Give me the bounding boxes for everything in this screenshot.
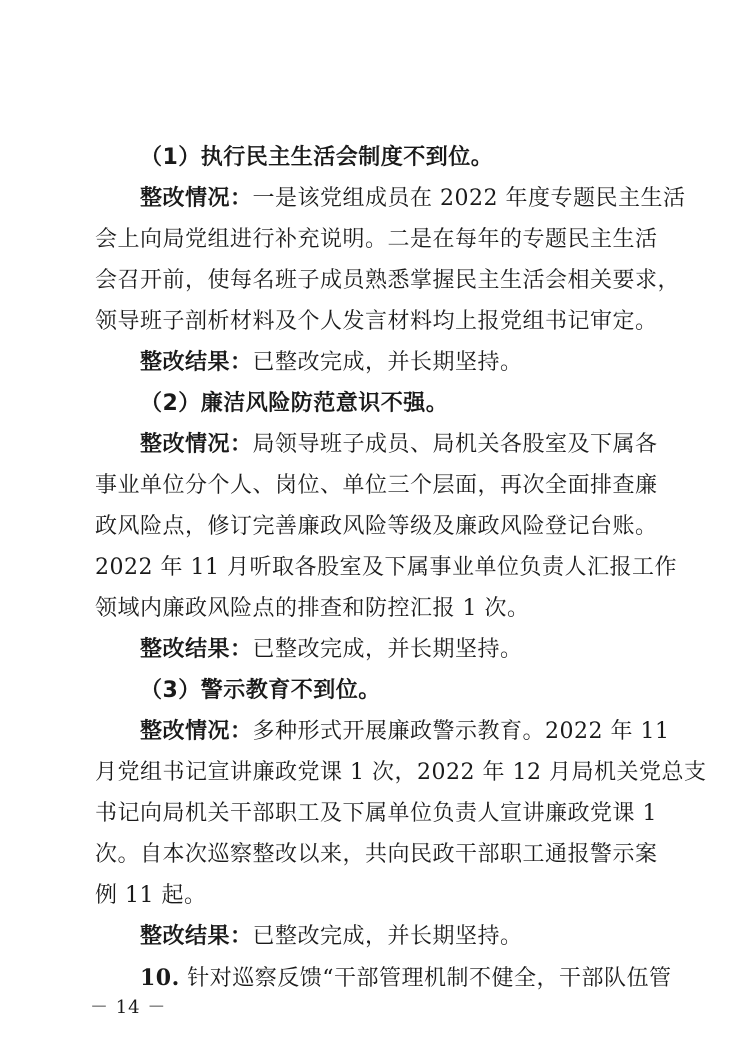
page-number: － 14 －: [90, 997, 167, 1018]
item2-situation-line-4: 2022 年 11 月听取各股室及下属事业单位负责人汇报工作: [95, 555, 677, 580]
item3-situation-text-1: 多种形式开展廉政警示教育。2022 年 11: [252, 719, 670, 744]
item2-situation-line-3: 政风险点，修订完善廉政风险等级及廉政风险登记台账。: [95, 514, 658, 539]
item1-situation-label: 整改情况：: [140, 186, 253, 211]
item1-result-text: 已整改完成，并长期坚持。: [252, 350, 523, 375]
item10-number: 10.: [140, 965, 180, 991]
item1-heading: （1）执行民主生活会制度不到位。: [140, 145, 494, 170]
item2-result-label: 整改结果：: [140, 637, 253, 662]
item10-line: [140, 963, 672, 994]
item1-result-label: 整改结果：: [140, 350, 253, 375]
item3-heading: （3）警示教育不到位。: [140, 678, 381, 703]
item1-situation-line-3: 会召开前，使每名班子成员熟悉掌握民主生活会相关要求，: [95, 268, 681, 293]
item1-situation-line-1: [140, 184, 686, 214]
item2-situation-line-1: [140, 430, 658, 460]
item2-situation-text-1: 局领导班子成员、局机关各股室及下属各: [252, 432, 658, 457]
item2-heading: （2）廉洁风险防范意识不强。: [140, 391, 449, 416]
item2-situation-line-5: 领域内廉政风险点的排查和防控汇报 1 次。: [95, 596, 530, 621]
item10-text: 针对巡察反馈“干部管理机制不健全，干部队伍管: [179, 966, 672, 991]
item2-situation-label: 整改情况：: [140, 432, 253, 457]
item3-result-text: 已整改完成，并长期坚持。: [252, 924, 523, 949]
item2-result-text: 已整改完成，并长期坚持。: [252, 637, 523, 662]
item3-result: [140, 922, 655, 952]
item1-situation-line-4: 领导班子剖析材料及个人发言材料均上报党组书记审定。: [95, 309, 658, 334]
item3-situation-line-4: 次。自本次巡察整改以来，共向民政干部职工通报警示案: [95, 842, 658, 867]
item1-result: [140, 348, 655, 378]
item1-situation-line-2: 会上向局党组进行补充说明。二是在每年的专题民主生活: [95, 227, 658, 252]
item3-result-label: 整改结果：: [140, 924, 253, 949]
item3-situation-line-5: 例 11 起。: [95, 883, 207, 908]
item3-situation-line-3: 书记向局机关干部职工及下属单位负责人宣讲廉政党课 1: [95, 801, 657, 826]
item1-situation-text-1: 一是该党组成员在 2022 年度专题民主生活: [252, 186, 686, 211]
item3-situation-line-2: 月党组书记宣讲廉政党课 1 次，2022 年 12 月局机关党总支: [95, 760, 707, 785]
item2-situation-line-2: 事业单位分个人、岗位、单位三个层面，再次全面排查廉: [95, 473, 658, 498]
item2-result: [140, 635, 655, 665]
item3-situation-line-1: [140, 717, 670, 747]
item3-situation-label: 整改情况：: [140, 719, 253, 744]
